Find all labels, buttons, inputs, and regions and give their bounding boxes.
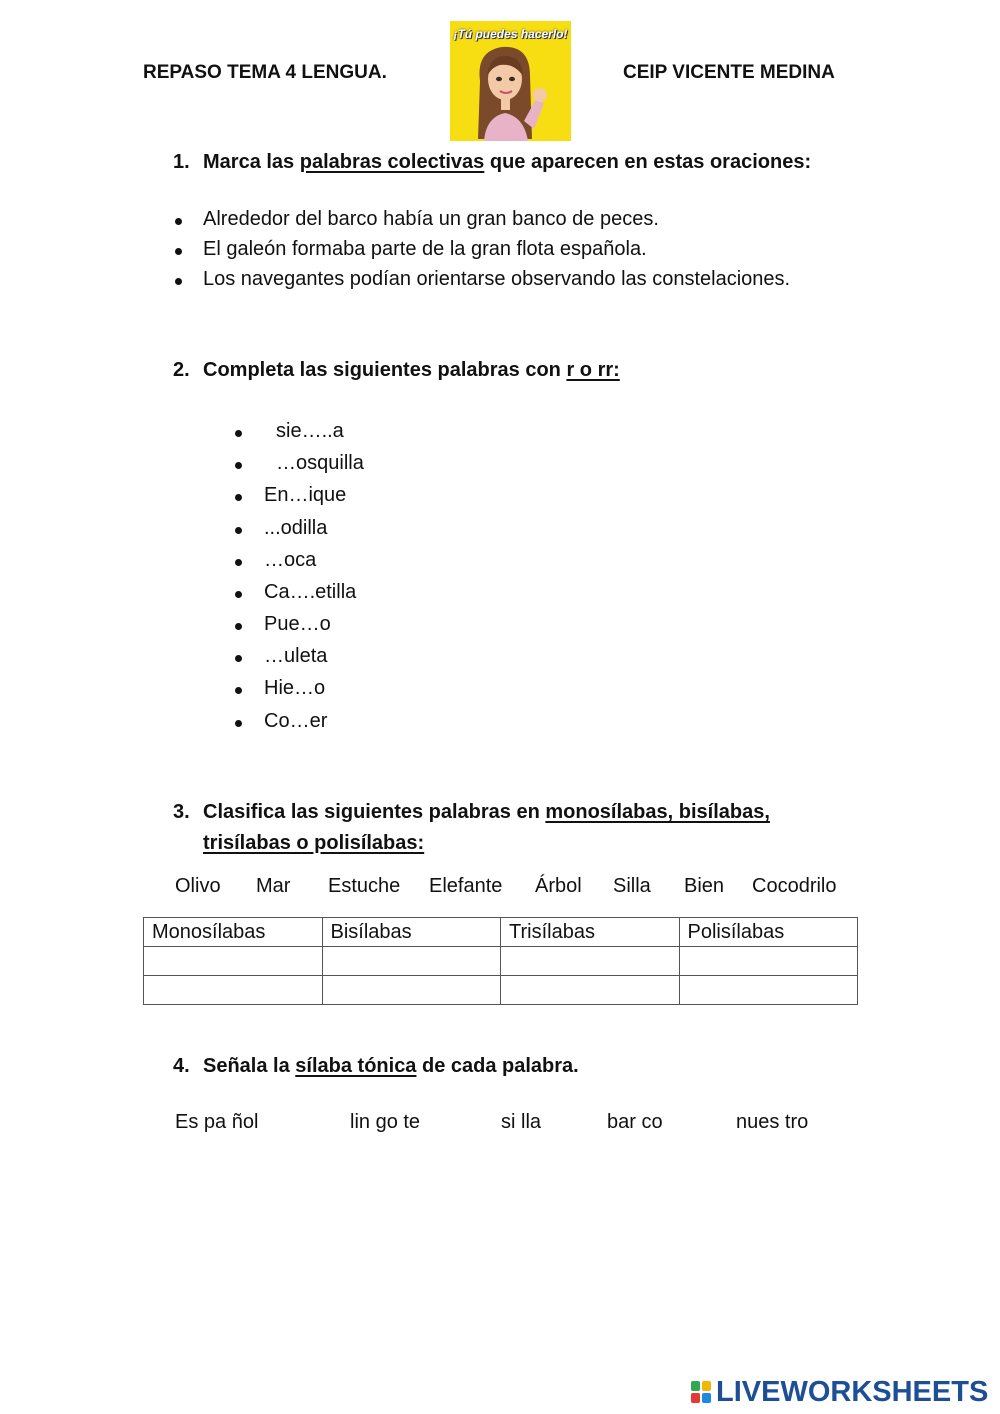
- list-item: El galeón formaba parte de la gran flota española.: [203, 238, 647, 260]
- answer-cell[interactable]: [501, 976, 680, 1005]
- question-text: Señala la: [203, 1055, 296, 1077]
- fill-in-word[interactable]: …oca: [264, 549, 317, 571]
- question-number: 4.: [173, 1055, 190, 1077]
- answer-cell[interactable]: [679, 947, 858, 976]
- bullet-icon: [235, 462, 242, 469]
- answer-cell[interactable]: [322, 976, 501, 1005]
- table-header-row: [144, 918, 858, 947]
- question-3-heading: [173, 797, 873, 859]
- bullet-icon: [175, 218, 182, 225]
- bullet-icon: [235, 430, 242, 437]
- underlined-term: sílaba tónica: [295, 1055, 417, 1077]
- answer-cell[interactable]: [679, 976, 858, 1005]
- underlined-term: trisílabas o polisílabas:: [203, 832, 425, 854]
- fill-in-word[interactable]: ...odilla: [264, 517, 328, 539]
- word-bank-item[interactable]: Olivo: [175, 875, 221, 897]
- fill-in-word[interactable]: Co…er: [264, 710, 328, 732]
- bullet-icon: [235, 527, 242, 534]
- bullet-icon: [175, 278, 182, 285]
- fill-in-word[interactable]: …osquilla: [276, 452, 364, 474]
- question-number: 1.: [173, 151, 190, 173]
- cartoon-girl-icon: [450, 21, 571, 141]
- table-header-cell: Monosílabas: [144, 918, 323, 947]
- bullet-icon: [175, 248, 182, 255]
- underlined-term: palabras colectivas: [299, 151, 485, 173]
- header-school-name: CEIP VICENTE MEDINA: [623, 62, 835, 83]
- word-bank-item[interactable]: Árbol: [535, 875, 582, 897]
- fill-in-word[interactable]: Ca….etilla: [264, 581, 357, 603]
- bullet-icon: [235, 720, 242, 727]
- question-number: 2.: [173, 359, 190, 381]
- syllable-word[interactable]: Es pa ñol: [175, 1111, 259, 1133]
- syllable-word[interactable]: bar co: [607, 1111, 663, 1133]
- header-badge-image: [450, 21, 571, 141]
- word-bank-item[interactable]: Cocodrilo: [752, 875, 837, 897]
- answer-cell[interactable]: [144, 976, 323, 1005]
- classification-table: [143, 917, 858, 1005]
- answer-cell[interactable]: [322, 947, 501, 976]
- badge-caption: ¡Tú puedes hacerlo!: [453, 27, 568, 41]
- word-bank-item[interactable]: Silla: [613, 875, 651, 897]
- question-text: Marca las: [203, 151, 300, 173]
- bullet-icon: [235, 623, 242, 630]
- fill-in-word[interactable]: En…ique: [264, 484, 347, 506]
- question-text: de cada palabra.: [416, 1055, 579, 1077]
- fill-in-word[interactable]: …uleta: [264, 645, 328, 667]
- underlined-term: monosílabas, bisílabas,: [545, 801, 770, 823]
- word-bank-item[interactable]: Mar: [256, 875, 291, 897]
- list-item: Alrededor del barco había un gran banco de peces.: [203, 208, 659, 230]
- bullet-icon: [235, 494, 242, 501]
- question-number: 3.: [173, 801, 190, 823]
- question-1-heading: [173, 147, 873, 179]
- question-text: Completa las siguientes palabras con: [203, 359, 567, 381]
- liveworksheets-mark-icon: [690, 1380, 712, 1404]
- syllable-word[interactable]: lin go te: [350, 1111, 421, 1133]
- syllable-word[interactable]: nues tro: [736, 1111, 809, 1133]
- question-text: que aparecen en estas oraciones:: [484, 151, 812, 173]
- question-4-heading: [173, 1051, 873, 1083]
- fill-in-word[interactable]: Hie…o: [264, 677, 326, 699]
- question-text: Clasifica las siguientes palabras en: [203, 801, 546, 823]
- bullet-icon: [235, 687, 242, 694]
- table-row: [144, 976, 858, 1005]
- word-bank-item[interactable]: Elefante: [429, 875, 503, 897]
- answer-cell[interactable]: [501, 947, 680, 976]
- word-bank-item[interactable]: Estuche: [328, 875, 401, 897]
- header-left-title: REPASO TEMA 4 LENGUA.: [143, 62, 387, 83]
- liveworksheets-logo[interactable]: [690, 1374, 988, 1410]
- table-header-cell: Polisílabas: [679, 918, 858, 947]
- table-header-cell: Bisílabas: [322, 918, 501, 947]
- bullet-icon: [235, 591, 242, 598]
- syllable-word[interactable]: si lla: [501, 1111, 542, 1133]
- underlined-term: r o rr:: [566, 359, 620, 381]
- table-header-cell: Trisílabas: [501, 918, 680, 947]
- word-bank-item[interactable]: Bien: [684, 875, 725, 897]
- bullet-icon: [235, 655, 242, 662]
- fill-in-word[interactable]: sie…..a: [276, 420, 344, 442]
- question-2-heading: [173, 355, 873, 387]
- table-row: [144, 947, 858, 976]
- logo-wordmark: LIVEWORKSHEETS: [716, 1375, 989, 1408]
- bullet-icon: [235, 559, 242, 566]
- list-item: Los navegantes podían orientarse observando las constelaciones.: [203, 268, 791, 290]
- answer-cell[interactable]: [144, 947, 323, 976]
- fill-in-word[interactable]: Pue…o: [264, 613, 331, 635]
